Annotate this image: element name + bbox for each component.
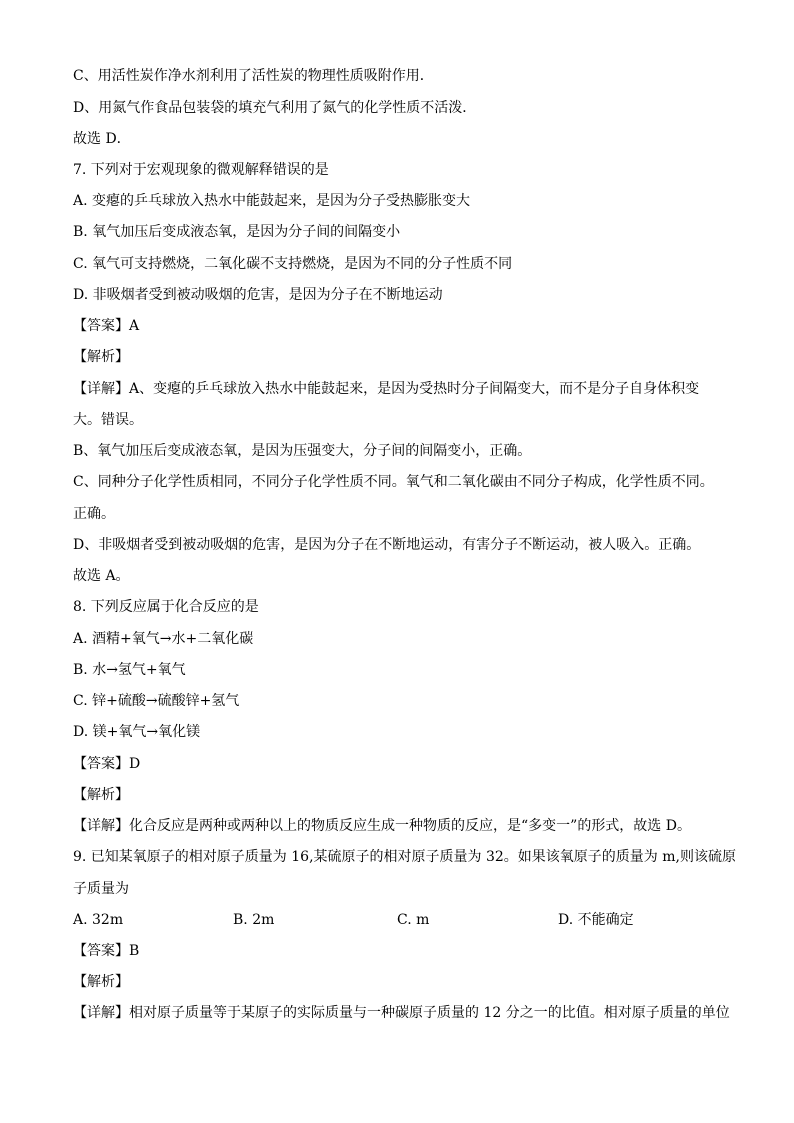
detail-text: A、变瘪的乒乓球放入热水中能鼓起来，是因为受热时分子间隔变大，而不是分子自身体积变	[129, 381, 700, 397]
q6-explanation-d: D、用氮气作食品包装袋的填充气利用了氮气的化学性质不活泼．	[73, 100, 477, 116]
q9-answer	[73, 941, 139, 961]
answer-label: 【答案】	[73, 943, 129, 959]
detail-label: 【详解】	[73, 381, 129, 397]
q9-option-c: C. m	[397, 912, 430, 928]
q7-option-c: C. 氧气可支持燃烧，二氧化碳不支持燃烧，是因为不同的分子性质不同	[73, 256, 513, 272]
q8-stem: 8. 下列反应属于化合反应的是	[73, 599, 259, 615]
q7-detail-line: B、氧气加压后变成液态氧，是因为压强变大，分子间的间隔变小，正确。	[73, 443, 532, 459]
answer-value: A	[129, 318, 140, 334]
q7-answer	[73, 316, 139, 336]
q8-analysis-label: 【解析】	[73, 787, 129, 803]
q8-option-c: C. 锌+硫酸→硫酸锌+氢气	[73, 693, 240, 709]
q7-detail-line: 正确。	[73, 506, 115, 522]
q7-detail-line: D、非吸烟者受到被动吸烟的危害，是因为分子在不断地运动，有害分子不断运动，被人吸入。正确。	[73, 537, 701, 553]
q8-option-d: D. 镁+氧气→氧化镁	[73, 724, 201, 740]
q7-option-b: B. 氧气加压后变成液态氧，是因为分子间的间隔变小	[73, 224, 401, 240]
q7-choice: 故选 A。	[73, 568, 130, 584]
q9-option-b: B. 2m	[233, 912, 275, 928]
q7-detail-line: C、同种分子化学性质相同，不同分子化学性质不同。氧气和二氧化碳由不同分子构成，化学性质不同。	[73, 474, 714, 490]
answer-value: D	[129, 756, 141, 772]
q6-choice: 故选 D．	[73, 131, 131, 147]
q7-analysis-label: 【解析】	[73, 349, 129, 365]
answer-label: 【答案】	[73, 318, 129, 334]
answer-value: B	[129, 943, 140, 959]
q7-option-a: A. 变瘪的乒乓球放入热水中能鼓起来，是因为分子受热膨胀变大	[73, 193, 471, 209]
detail-label: 【详解】	[73, 1005, 129, 1021]
q8-answer	[73, 754, 140, 774]
q9-analysis-label: 【解析】	[73, 974, 129, 990]
answer-label: 【答案】	[73, 756, 129, 772]
detail-text: 化合反应是两种或两种以上的物质反应生成一种物质的反应，是“多变一”的形式，故选 D。	[129, 818, 691, 834]
detail-text: 相对原子质量等于某原子的实际质量与一种碳原子质量的 12 分之一的比值。相对原子质量的单位	[129, 1005, 730, 1021]
q7-detail-line	[73, 379, 699, 399]
q8-option-b: B. 水→氢气+氧气	[73, 662, 186, 678]
q7-option-d: D. 非吸烟者受到被动吸烟的危害，是因为分子在不断地运动	[73, 287, 443, 303]
q6-explanation-c: C、用活性炭作净水剂利用了活性炭的物理性质吸附作用．	[73, 68, 434, 84]
q9-option-d: D. 不能确定	[558, 912, 634, 928]
q9-stem-line: 9. 已知某氧原子的相对原子质量为 16,某硫原子的相对原子质量为 32。如果该氧原子的质量为 m,则该硫原	[73, 849, 736, 865]
q7-detail-line: 大。错误。	[73, 412, 143, 428]
q9-detail-line	[73, 1003, 730, 1023]
q8-detail-line	[73, 816, 691, 836]
q7-stem: 7. 下列对于宏观现象的微观解释错误的是	[73, 162, 329, 178]
q8-option-a: A. 酒精+氧气→水+二氧化碳	[73, 631, 254, 647]
detail-label: 【详解】	[73, 818, 129, 834]
q9-stem-line: 子质量为	[73, 881, 129, 897]
q9-option-a: A. 32m	[73, 912, 124, 928]
